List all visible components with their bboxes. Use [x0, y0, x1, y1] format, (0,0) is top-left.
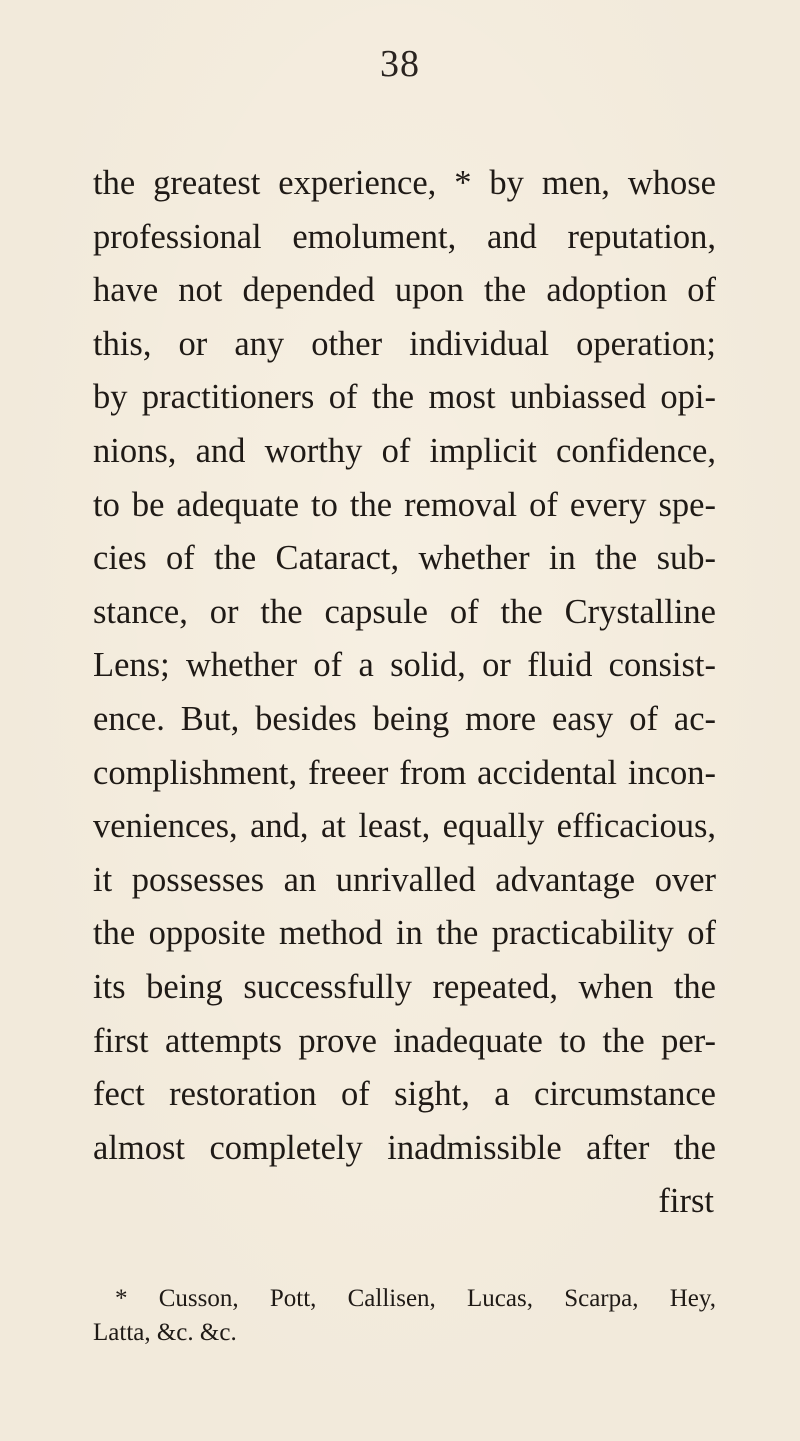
text-line: stance, or the capsule of the Crystalline: [93, 592, 716, 631]
text-line: almost completely inadmissible after the: [93, 1128, 716, 1167]
text-line: professional emolument, and reputation,: [93, 217, 716, 256]
text-line: cies of the Cataract, whether in the sub-: [93, 539, 716, 578]
text-line: nions, and worthy of implicit confidence,: [93, 431, 716, 470]
footnote-line: * Cusson, Pott, Callisen, Lucas, Scarpa, Hey,: [115, 1285, 716, 1312]
text-line: the opposite method in the practicability of: [93, 914, 716, 953]
footnote-line: Latta, &c. &c.: [93, 1319, 237, 1346]
text-line: veniences, and, at least, equally efficacious,: [93, 807, 716, 846]
text-line: first attempts prove inadequate to the per-: [93, 1021, 716, 1060]
footnote: [93, 1282, 716, 1350]
text-line: it possesses an unrivalled advantage over: [93, 860, 716, 899]
body-text: [93, 157, 716, 1229]
text-line: this, or any other individual operation;: [93, 324, 716, 363]
text-line: Lens; whether of a solid, or fluid consist-: [93, 646, 716, 685]
text-line: the greatest experience, * by men, whose: [93, 164, 716, 202]
text-line: ence. But, besides being more easy of ac-: [93, 699, 716, 738]
text-line: its being successfully repeated, when the: [93, 967, 716, 1006]
catchword: first: [658, 1182, 714, 1221]
text-line: by practitioners of the most unbiassed opi-: [93, 378, 716, 417]
text-line: have not depended upon the adoption of: [93, 271, 716, 310]
text-line: fect restoration of sight, a circumstance: [93, 1075, 716, 1114]
text-line: complishment, freeer from accidental incon-: [93, 753, 716, 792]
text-line: to be adequate to the removal of every spe-: [93, 485, 716, 524]
page-number: 38: [380, 43, 420, 85]
